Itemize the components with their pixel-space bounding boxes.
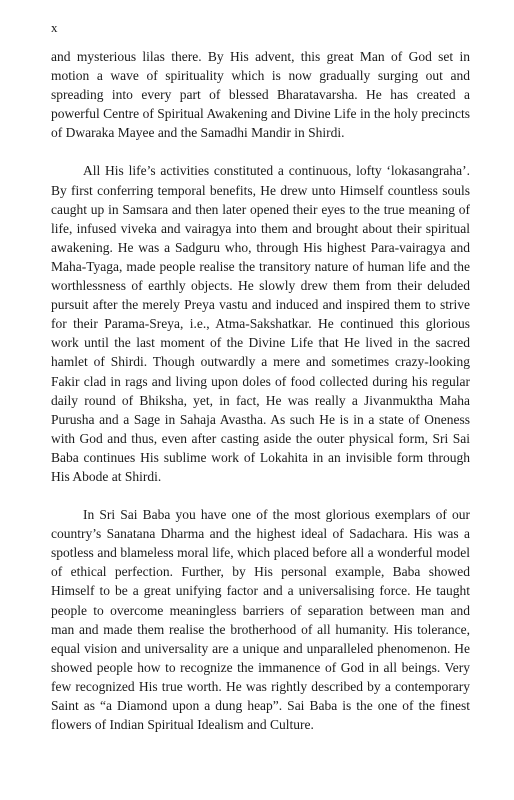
- body-text: [51, 47, 470, 734]
- paragraph-exemplar: In Sri Sai Baba you have one of the most glorious exemplars of our country’s Sanatana Dharma and the highest ideal of Sadachara. His was a spotless and blameless moral life, which placed before all a wonderful model of ethical perfection. Further, by His personal example, Baba showed Himself to be a great unifying factor and a universalising force. He taught people to overcome meaningless barriers of separation between man and man and made them realise the brotherhood of all humanity. His tolerance, equal vision and universality are a unique and unparalleled phenomenon. He showed people how to recognize the immanence of God in all beings. Very few recognized His true worth. He was rightly described by a contemporary Saint as “a Diamond upon a dung heap”. Sai Baba is the one of the finest flowers of Indian Spiritual Idealism and Culture.: [51, 507, 470, 733]
- paragraph-continued: and mysterious lilas there. By His advent, this great Man of God set in motion a wave of spirituality which is now gradually surging out and spreading into every part of blessed Bharatavarsha. He has created a powerful Centre of Spiritual Awakening and Divine Life in the holy precincts of Dwaraka Mayee and the Samadhi Mandir in Shirdi.: [51, 49, 470, 141]
- page-number: x: [51, 20, 58, 35]
- paragraph-lokasangraha: All His life’s activities constituted a continuous, lofty ‘lokasangraha’. By first conferring temporal benefits, He drew unto Himself countless souls caught up in Samsara and then later opened their eyes to the true meaning of life, infused viveka and vairagya into them and brought about their spiritual awakening. He was a Sadguru who, through His highest Para-vairagya and Maha-Tyaga, made people realise the transitory nature of human life and the worthlessness of earthly objects. He slowly drew them from their deluded pursuit after the merely Preya vastu and induced and inspired them to strive for their Parama-Sreya, i.e., Atma-Sakshatkar. He continued this glorious work until the last moment of the Divine Life that He lived in the sacred hamlet of Shirdi. Though outwardly a mere and sometimes crazy-looking Fakir clad in rags and living upon doles of food collected during his regular daily round of Bhiksha, yet, in fact, He was really a Jivanmuktha Maha Purusha and a Sage in Sahaja Avastha. As such He is in a state of Oneness with God and thus, even after casting aside the outer physical form, Sri Sai Baba continues His sublime work of Lokahita in an invisible form through His Abode at Shirdi.: [51, 163, 470, 484]
